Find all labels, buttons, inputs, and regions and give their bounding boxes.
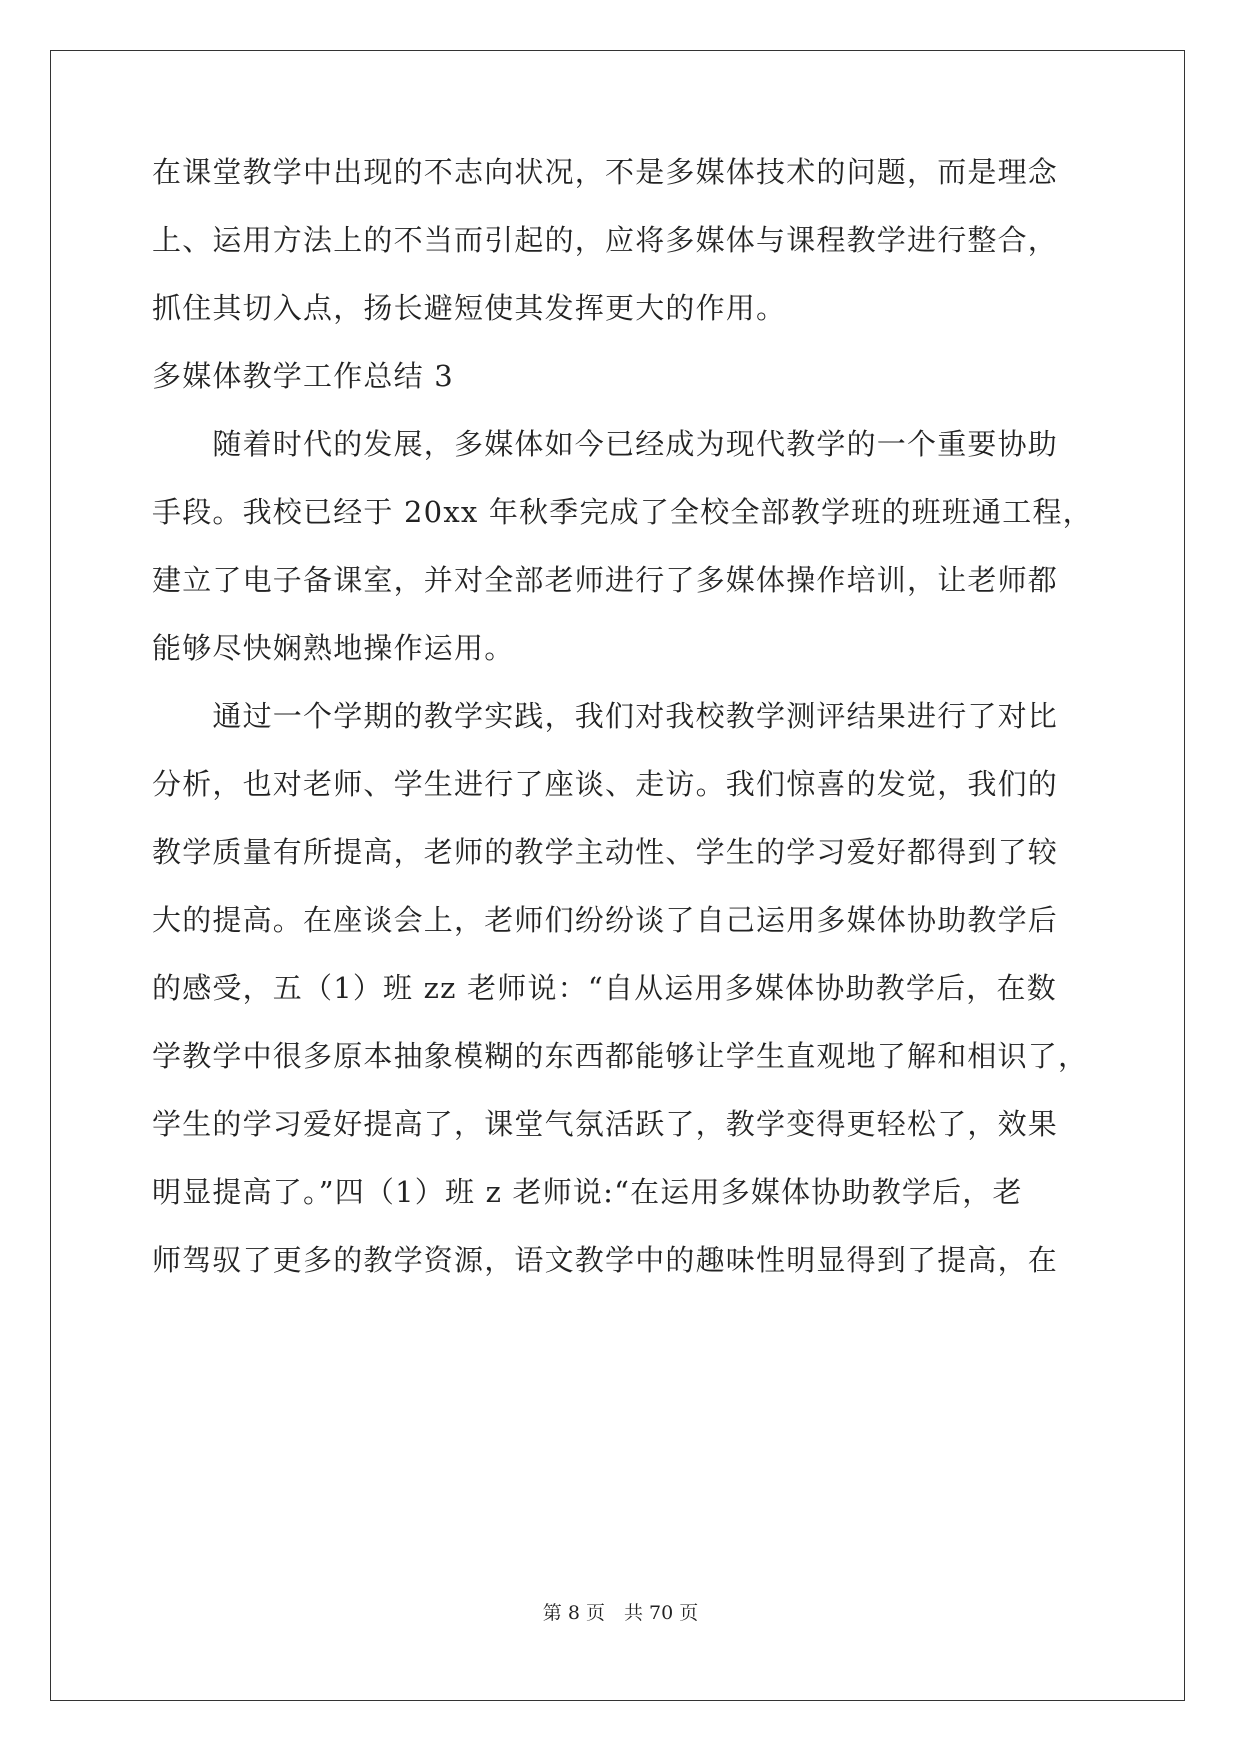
text-line: 学教学中很多原本抽象模糊的东西都能够让学生直观地了解和相识了， bbox=[152, 1039, 1089, 1073]
text-line: 抓住其切入点，扬长避短使其发挥更大的作用。 bbox=[152, 291, 787, 325]
text-line: 在课堂教学中出现的不志向状况，不是多媒体技术的问题，而是理念 bbox=[152, 155, 1059, 189]
section-heading: 多媒体教学工作总结 3 bbox=[152, 359, 454, 393]
text-line: 能够尽快娴熟地操作运用。 bbox=[152, 631, 515, 665]
text-line: 师驾驭了更多的教学资源，语文教学中的趣味性明显得到了提高，在 bbox=[152, 1243, 1059, 1277]
text-line: 明显提高了。”四（1）班 z 老师说:“在运用多媒体协助教学后，老 bbox=[152, 1175, 1023, 1209]
text-line: 随着时代的发展，多媒体如今已经成为现代教学的一个重要协助 bbox=[152, 427, 1059, 461]
text-line: 通过一个学期的教学实践，我们对我校教学测评结果进行了对比 bbox=[152, 699, 1059, 733]
page-footer: 第 8 页 共 70 页 bbox=[542, 1602, 699, 1624]
text-line: 学生的学习爱好提高了，课堂气氛活跃了，教学变得更轻松了，效果 bbox=[152, 1107, 1059, 1141]
text-line: 手段。我校已经于 20xx 年秋季完成了全校全部教学班的班班通工程， bbox=[152, 495, 1093, 529]
text-line: 上、运用方法上的不当而引起的，应将多媒体与课程教学进行整合， bbox=[152, 223, 1059, 257]
text-line: 分析，也对老师、学生进行了座谈、走访。我们惊喜的发觉，我们的 bbox=[152, 767, 1059, 801]
text-line: 的感受，五（1）班 zz 老师说：“自从运用多媒体协助教学后，在数 bbox=[152, 971, 1057, 1005]
text-line: 大的提高。在座谈会上，老师们纷纷谈了自己运用多媒体协助教学后 bbox=[152, 903, 1059, 937]
text-line: 建立了电子备课室，并对全部老师进行了多媒体操作培训，让老师都 bbox=[152, 563, 1059, 597]
text-line: 教学质量有所提高，老师的教学主动性、学生的学习爱好都得到了较 bbox=[152, 835, 1059, 869]
